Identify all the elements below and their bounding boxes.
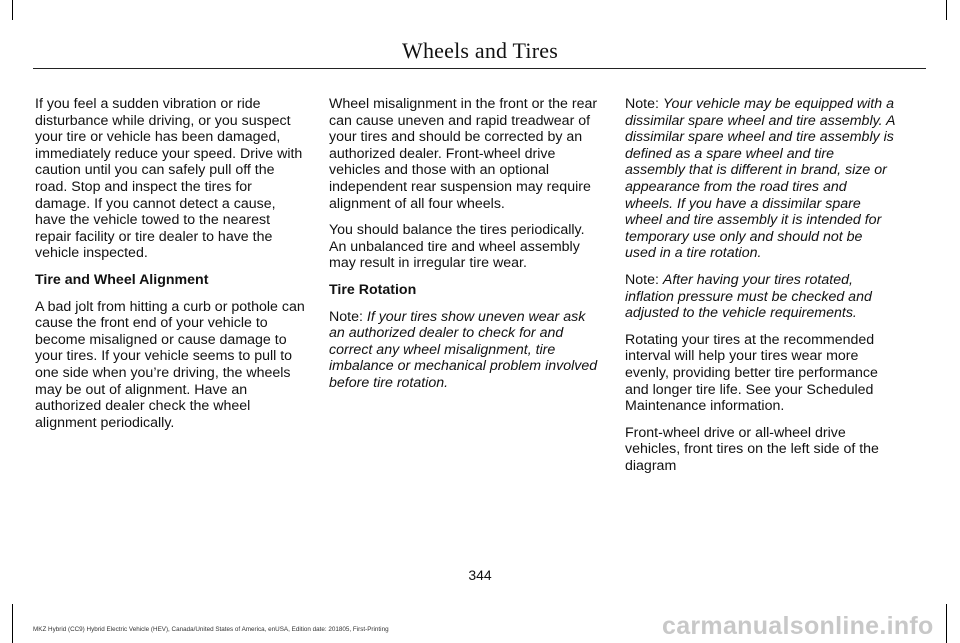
crop-mark-top-right [946,0,947,20]
note-text: If your tires show uneven wear ask an authorized dealer to check for and correct any wheel misalignment, tire imbalance or mechanical problem involved before tire rotation. [329,308,598,391]
crop-mark-bottom-right [946,604,947,643]
paragraph-balance: You should balance the tires periodically. An unbalanced tire and wheel assembly may result in irregular tire wear. [329,222,585,272]
note-dissimilar-spare [625,96,897,262]
column-right [625,96,897,484]
note-text: Your vehicle may be equipped with a dissimilar spare wheel and tire assembly. A dissimilar spare wheel and tire assembly is defined as a spare wheel and tire assembly that is different in brand, size or appearance from the road tires and wheels. If you have a dissimilar spare wheel and tire assembly it is intended for temporary use only and should not be used in a tire rotation. [625,96,895,262]
note-label: Note: [625,96,659,112]
heading-tire-rotation: Tire Rotation [329,281,417,298]
column-middle [329,96,601,402]
page-title: Wheels and Tires [402,38,558,63]
crop-mark-bottom-left [12,604,13,643]
note-uneven-wear [329,309,601,392]
crop-mark-top-left [12,0,13,20]
column-left [35,96,307,441]
paragraph-rotating: Rotating your tires at the recommended interval will help your tires wear more evenly, providing better tire performance and longer tire life. See your Scheduled Maintenance information. [625,331,878,415]
watermark: carmanualsonline.info [662,612,934,640]
note-label: Note: [625,271,659,288]
page-number: 344 [468,567,492,583]
heading-tire-wheel-alignment: Tire and Wheel Alignment [35,271,209,288]
paragraph-vibration: If you feel a sudden vibration or ride disturbance while driving, or you suspect your tire or vehicle has been damaged, immediately reduce your speed. Drive with caution until you can safely pull off the road. Stop and inspect the tires for damage. If you cannot detect a cause, have the vehicle towed to the nearest repair facility or tire dealer to have the vehicle inspected. [35,96,303,262]
paragraph-misalignment: Wheel misalignment in the front or the rear can cause uneven and rapid treadwear of your tires and should be corrected by an authorized dealer. Front-wheel drive vehicles and those with an optional independent rear suspension may require alignment of all four wheels. [329,96,598,212]
note-label: Note: [329,308,363,325]
paragraph-alignment: A bad jolt from hitting a curb or pothole can cause the front end of your vehicle to become misaligned or cause damage to your tires. If your vehicle seems to pull to one side when you’re driving, the wheels may be out of alignment. Have an authorized dealer check the wheel alignment periodically. [35,298,305,431]
paragraph-front-wheel-drive: Front-wheel drive or all-wheel drive vehicles, front tires on the left side of the diagram [625,424,879,474]
footer-edition: MKZ Hybrid (CC9) Hybrid Electric Vehicle (HEV), Canada/United States of America, enUSA, Edition date: 201805, First-Printing [33,626,389,633]
header-rule [33,68,926,69]
note-text: After having your tires rotated, inflation pressure must be checked and adjusted to the vehicle requirements. [625,271,872,322]
note-inflation [625,272,897,322]
